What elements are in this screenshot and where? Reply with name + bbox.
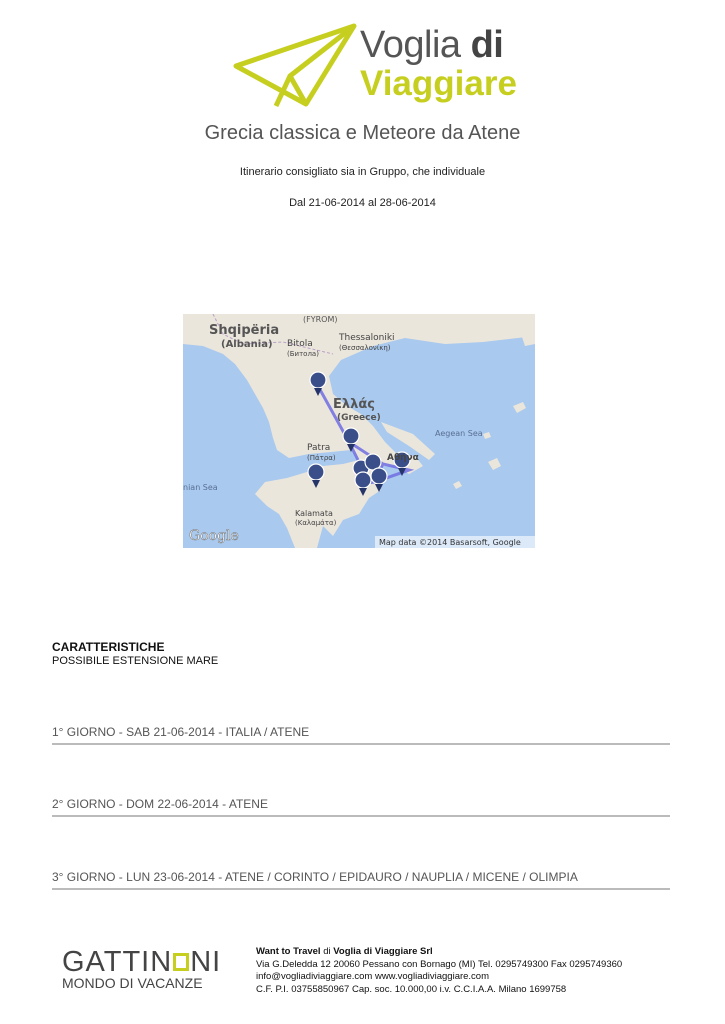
logo-text-line2: Viaggiare	[360, 64, 517, 103]
company-line-1: Want to Travel di Voglia di Viaggiare Srl	[256, 946, 433, 957]
svg-text:Aθήνα: Aθήνα	[387, 453, 419, 463]
svg-text:Aegean Sea: Aegean Sea	[435, 429, 483, 438]
svg-text:(Битола): (Битола)	[287, 350, 319, 358]
page-subtitle: Itinerario consigliato sia in Gruppo, che individuale	[239, 166, 486, 178]
logo-text-line1: Voglia di	[360, 24, 504, 66]
day-heading: 2° GIORNO - DOM 22-06-2014 - ATENE	[52, 797, 670, 817]
itinerary-map	[183, 314, 535, 548]
svg-text:Bitola: Bitola	[287, 339, 313, 349]
page-title: Grecia classica e Meteore da Atene	[204, 122, 521, 144]
svg-text:(Καλαμάτα): (Καλαμάτα)	[295, 519, 337, 527]
company-address: Via G.Deledda 12 20060 Pessano con Bornago (MI) Tel. 0295749300 Fax 0295749360	[256, 958, 623, 970]
gattinoni-logo: GATTIN NI	[62, 946, 222, 978]
svg-text:Shqipëria: Shqipëria	[209, 323, 280, 338]
svg-text:(Albania): (Albania)	[221, 339, 273, 350]
paper-plane-icon	[232, 20, 362, 110]
svg-text:Thessaloniki: Thessaloniki	[339, 333, 395, 343]
svg-text:nian Sea: nian Sea	[183, 483, 218, 492]
square-logo-icon	[173, 953, 189, 971]
company-info	[256, 946, 622, 996]
svg-text:(Greece): (Greece)	[337, 413, 381, 423]
company-contacts: info@vogliadiviaggiare.com www.vogliadiviaggiare.com	[256, 971, 490, 982]
svg-text:Map data ©2014 Basarsoft, Goog: Map data ©2014 Basarsoft, Google	[379, 538, 521, 547]
svg-text:Kalamata: Kalamata	[295, 509, 333, 518]
date-range: Dal 21-06-2014 al 28-06-2014	[289, 197, 436, 209]
svg-text:Google: Google	[189, 528, 239, 544]
svg-text:Ελλάς: Ελλάς	[333, 397, 375, 412]
svg-text:(Πάτρα): (Πάτρα)	[307, 454, 336, 462]
day-heading: 3° GIORNO - LUN 23-06-2014 - ATENE / CORINTO / EPIDAURO / NAUPLIA / MICENE / OLIMPIA	[52, 870, 670, 890]
day-heading: 1° GIORNO - SAB 21-06-2014 - ITALIA / ATENE	[52, 725, 670, 745]
characteristics-text: POSSIBILE ESTENSIONE MARE	[52, 655, 219, 667]
svg-text:(Θεσσαλονίκη): (Θεσσαλονίκη)	[339, 344, 391, 352]
svg-text:Patra: Patra	[307, 443, 331, 453]
company-registration: C.F. P.I. 03755850967 Cap. soc. 10.000,00 i.v. C.C.I.A.A. Milano 1699758	[256, 983, 567, 995]
characteristics-title: CARATTERISTICHE	[52, 640, 165, 654]
brand-logo	[232, 20, 517, 110]
svg-text:(FYROM): (FYROM)	[303, 315, 338, 324]
gattinoni-tagline: MONDO DI VACANZE	[62, 975, 203, 991]
